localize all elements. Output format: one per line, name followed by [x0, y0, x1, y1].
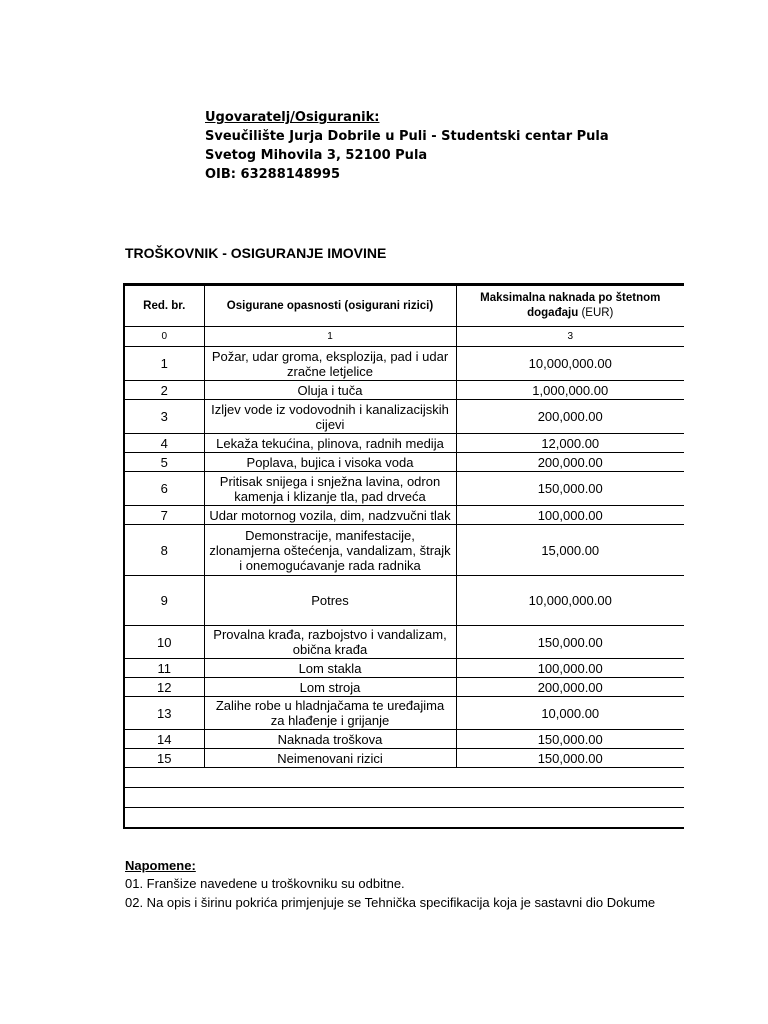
row-number: 10: [124, 626, 204, 659]
column-index: 1: [204, 327, 456, 347]
cost-table: [123, 283, 661, 834]
document-title: TROŠKOVNIK - OSIGURANJE IMOVINE: [125, 245, 387, 261]
row-number: 15: [124, 749, 204, 768]
column-index: 0: [124, 327, 204, 347]
policyholder-address: Svetog Mihovila 3, 52100 Pula: [205, 148, 428, 163]
notes-title: Napomene:: [125, 858, 196, 873]
table-row: [124, 453, 684, 472]
notes-heading-block: [125, 856, 196, 875]
empty-cell: [124, 768, 684, 788]
row-number: 7: [124, 506, 204, 525]
row-number: 4: [124, 434, 204, 453]
risk-name: Potres: [204, 576, 456, 626]
max-amount: 10,000,000.00: [456, 576, 684, 626]
max-amount: 10,000.00: [456, 697, 684, 730]
empty-row: [124, 768, 684, 788]
empty-cell: [124, 788, 684, 808]
table-row: [124, 697, 684, 730]
risk-name: Demonstracije, manifestacije, zlonamjerna oštećenja, vandalizam, štrajk i onemogućavanje rada radnika: [204, 525, 456, 576]
row-number: 14: [124, 730, 204, 749]
policyholder-label: Ugovaratelj/Osiguranik:: [205, 110, 380, 125]
policyholder-oib: OIB: 63288148995: [205, 167, 341, 182]
risk-name: Lom stroja: [204, 678, 456, 697]
table-row: [124, 347, 684, 381]
table-row: [124, 730, 684, 749]
row-number: 8: [124, 525, 204, 576]
max-amount: 100,000.00: [456, 506, 684, 525]
table-row: [124, 678, 684, 697]
risk-name: Udar motornog vozila, dim, nadzvučni tlak: [204, 506, 456, 525]
column-index-row: [124, 327, 684, 347]
policyholder-name: Sveučilište Jurja Dobrile u Puli - Studentski centar Pula: [205, 129, 609, 144]
table-row: [124, 525, 684, 576]
header-number: Red. br.: [124, 285, 204, 327]
max-amount: 200,000.00: [456, 678, 684, 697]
header-max-compensation: [456, 285, 684, 327]
row-number: 12: [124, 678, 204, 697]
column-index: 3: [456, 327, 684, 347]
max-amount: 12,000.00: [456, 434, 684, 453]
row-number: 1: [124, 347, 204, 381]
currency-label: (EUR): [581, 307, 614, 319]
row-number: 3: [124, 400, 204, 434]
row-number: 9: [124, 576, 204, 626]
row-number: 11: [124, 659, 204, 678]
risk-name: Izljev vode iz vodovodnih i kanalizacijskih cijevi: [204, 400, 456, 434]
max-amount: 150,000.00: [456, 472, 684, 506]
table-header-row: [124, 285, 684, 327]
risk-name: Pritisak snijega i snježna lavina, odron kamenja i klizanje tla, pad drveća: [204, 472, 456, 506]
risk-name: Poplava, bujica i visoka voda: [204, 453, 456, 472]
header-risks: Osigurane opasnosti (osigurani rizici): [204, 285, 456, 327]
table-row: [124, 400, 684, 434]
max-amount: 100,000.00: [456, 659, 684, 678]
max-amount: 200,000.00: [456, 453, 684, 472]
empty-cell: [124, 808, 684, 829]
max-amount: 150,000.00: [456, 730, 684, 749]
table-row: [124, 576, 684, 626]
risk-name: Neimenovani rizici: [204, 749, 456, 768]
row-number: 2: [124, 381, 204, 400]
table-row: [124, 659, 684, 678]
max-amount: 1,000,000.00: [456, 381, 684, 400]
row-number: 5: [124, 453, 204, 472]
header-max-compensation-label: Maksimalna naknada po štetnom događaju: [480, 292, 661, 319]
empty-row: [124, 788, 684, 808]
empty-row: [124, 808, 684, 829]
risk-name: Oluja i tuča: [204, 381, 456, 400]
table-row: [124, 472, 684, 506]
max-amount: 150,000.00: [456, 626, 684, 659]
policyholder-block: [205, 108, 609, 184]
risk-name: Zalihe robe u hladnjačama te uređajima za hlađenje i grijanje: [204, 697, 456, 730]
risk-name: Lom stakla: [204, 659, 456, 678]
max-amount: 200,000.00: [456, 400, 684, 434]
risk-name: Provalna krađa, razbojstvo i vandalizam, obična krađa: [204, 626, 456, 659]
note-item: 02. Na opis i širinu pokrića primjenjuje se Tehnička specifikacija koja je sastavni dio Dokume: [125, 895, 656, 910]
row-number: 6: [124, 472, 204, 506]
max-amount: 15,000.00: [456, 525, 684, 576]
table-row: [124, 381, 684, 400]
note-item: 01. Franšize navedene u troškovniku su odbitne.: [125, 876, 405, 891]
table-row: [124, 749, 684, 768]
max-amount: 10,000,000.00: [456, 347, 684, 381]
risk-name: Naknada troškova: [204, 730, 456, 749]
notes-list: [125, 874, 656, 912]
table-row: [124, 434, 684, 453]
table-row: [124, 626, 684, 659]
risk-name: Požar, udar groma, eksplozija, pad i udar zračne letjelice: [204, 347, 456, 381]
row-number: 13: [124, 697, 204, 730]
table-row: [124, 506, 684, 525]
risk-name: Lekaža tekućina, plinova, radnih medija: [204, 434, 456, 453]
max-amount: 150,000.00: [456, 749, 684, 768]
